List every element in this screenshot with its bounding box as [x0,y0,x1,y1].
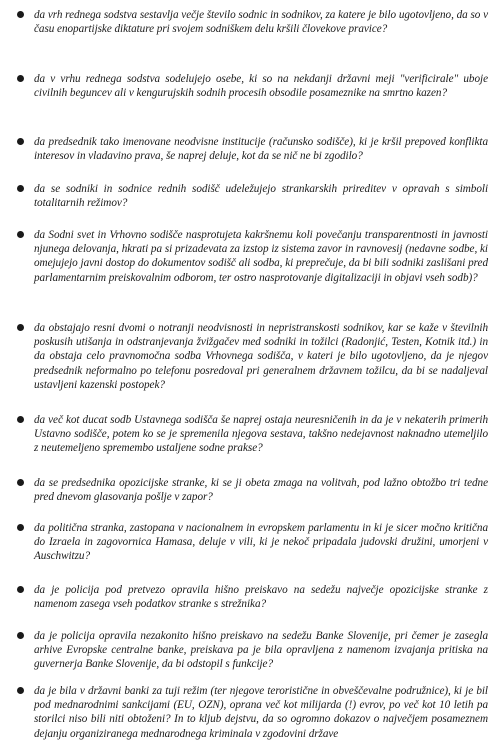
list-item-text: da vrh rednega sodstva sestavlja večje število sodnic in sodnikov, za katere je bilo ugotovljeno, da so v času enopartijske diktature pri svojem sodniškem delu kršili človekove pravice? [34,9,488,36]
list-item-text: da politična stranka, zastopana v nacionalnem in evropskem parlamentu in ki je sicer močno kritična do Izraela in zagovornica Hamasa, deluje v vili, ki je nekoč pripadala judovski družini, umorjeni v Auschwitzu? [34,522,488,563]
bullet-icon [14,182,34,196]
list-item-text: da se sodniki in sodnice rednih sodišč udeležujejo strankarskih prireditev v opravah s simboli totalitarnih režimov? [34,183,488,210]
list-item-text: da obstajajo resni dvomi o notranji neodvisnosti in nepristranskosti sodnikov, kar se kaže v številnih poskusih utišanja in odstranjevanja žvižgačev med sodniki in tožilci (Radonjić, Testen, Kotnik itd.) in da obstaja celo pravnomočna sodba Vrhovnega sodišča, v kateri je bilo ugotovljeno, da je njegov predsednik neformalno po telefonu posredoval pri generalnem državnem tožilcu, da bi se nadaljeval ustavljeni kazenski postopek? [34,322,488,391]
list-item [14,321,488,392]
list-item-text: da Sodni svet in Vrhovno sodišče nasprotujeta kakršnemu koli povečanju transparentnosti in javnosti njunega delovanja, hkrati pa si prizadevata za izstop iz sistema zavor in ravnovesij (nedavne sodbe, ki omejujejo javni dostop do dokumentov sodišč ali sodba, ki preprečuje, da bi bili sodniki zaslišani pred parlamentarnim preiskovalnim odborom, ter ostro nasprotovanje digitalizaciji in objavi vseh sodb)? [34,229,488,284]
list-item-text: da je bila v državni banki za tuji režim (ter njegove teroristične in obveščevalne podružnice), ki je bil pod mednarodnimi sankcijami (EU, OZN), oprana več kot milijarda (!) evrov, po več kot 10 letih pa storilci niso bili niti obtoženi? In to kljub dejstvu, da so ogromno dokazov o največjem posameznem dejanju organiziranega mednarodnega kriminala v zgodovini države [34,685,488,740]
bullet-icon [14,583,34,597]
list-item [14,182,488,210]
bullet-icon [14,72,34,86]
list-item [14,684,488,741]
list-item [14,413,488,456]
list-item-text: da se predsednika opozicijske stranke, ki se ji obeta zmaga na volitvah, pod lažno obtožbo tri tedne pred dnevom glasovanja pošlje v zapor? [34,477,488,504]
list-item-text: da je policija pod pretvezo opravila hišno preiskavo na sedežu največje opozicijske stranke z namenom zasega vseh podatkov stranke s strežnika? [34,584,488,611]
list-item-text: da je policija opravila nezakonito hišno preiskavo na sedežu Banke Slovenije, pri čemer je zasegla arhive Evropske centralne banke, preiskava pa je bila opravljena z namenom izvajanja pritiska na guvernerja Banke Slovenije, da bi odstopil s funkcije? [34,630,488,671]
bullet-icon [14,684,34,698]
bullet-icon [14,228,34,242]
bullet-icon [14,135,34,149]
bullet-icon [14,476,34,490]
list-item [14,72,488,100]
bullet-icon [14,413,34,427]
list-item-text: da več kot ducat sodb Ustavnega sodišča še naprej ostaja neuresničenih in da je v nekaterih primerih Ustavno sodišče, potem ko se je spremenila njegova sestava, takšno nedejavnost naknadno utemeljilo z neutemeljeno spremembo ustaljene sodne prakse? [34,414,488,455]
list-item [14,521,488,564]
list-item-text: da predsednik tako imenovane neodvisne institucije (računsko sodišče), ki je kršil prepoved konflikta interesov in vladavino prava, še naprej deluje, kot da se nič ne bi zgodilo? [34,136,488,163]
list-item [14,228,488,285]
bullet-icon [14,629,34,643]
bullet-icon [14,521,34,535]
list-item [14,476,488,504]
list-item [14,629,488,672]
bullet-icon [14,321,34,335]
list-item [14,8,488,36]
list-item [14,135,488,163]
list-item [14,583,488,611]
list-item-text: da v vrhu rednega sodstva sodelujejo osebe, ki so na nekdanji državni meji "verificirale" uboje civilnih beguncev ali v kengurujskih sodnih procesih obsodile posameznike na smrtno kazen? [34,73,488,100]
bullet-icon [14,8,34,22]
